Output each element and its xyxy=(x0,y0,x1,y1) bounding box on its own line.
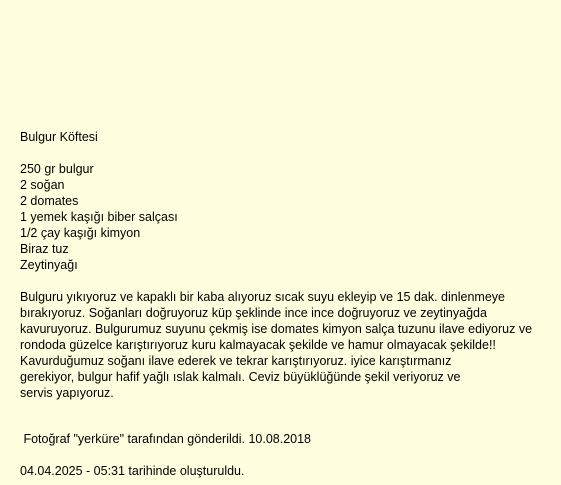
instructions-text xyxy=(20,289,532,401)
ingredient-item: Zeytinyağı xyxy=(20,258,78,272)
instruction-line: kavuruyoruz. Bulgurumuz suyunu çekmiş ise domates kimyon salça tuzunu ilave ediyoruz ve xyxy=(20,322,533,336)
ingredient-item: 2 domates xyxy=(20,194,79,208)
instruction-line: rondoda güzelce karıştırıyoruz kuru kalmayacak şekilde ve hamur olmayacak şekilde!! xyxy=(20,338,496,352)
ingredient-item: 2 soğan xyxy=(20,178,65,192)
recipe-title: Bulgur Köftesi xyxy=(20,130,98,144)
instruction-line: servis yapıyoruz. xyxy=(20,386,114,400)
ingredient-item: 250 gr bulgur xyxy=(20,162,94,176)
photo-credit: Fotoğraf "yerküre" tarafından gönderildi. 10.08.2018 xyxy=(20,432,312,446)
ingredient-item: Biraz tuz xyxy=(20,242,69,256)
instruction-line: Kavurduğumuz soğanı ilave ederek ve tekrar karıştırıyoruz. iyice karıştırmanız xyxy=(20,354,452,368)
instruction-line: bırakıyoruz. Soğanları doğruyoruz küp şeklinde ince ince doğruyoruz ve zeytinyağda xyxy=(20,306,487,320)
instruction-line: Bulguru yıkıyoruz ve kapaklı bir kaba alıyoruz sıcak suyu ekleyip ve 15 dak. dinlenmeye xyxy=(20,290,505,304)
ingredient-list xyxy=(20,161,178,273)
created-timestamp: 04.04.2025 - 05:31 tarihinde oluşturuldu. xyxy=(20,464,245,478)
instruction-line: gerekiyor, bulgur hafif yağlı ıslak kalmalı. Ceviz büyüklüğünde şekil veriyoruz ve xyxy=(20,370,461,384)
ingredient-item: 1 yemek kaşığı biber salçası xyxy=(20,210,178,224)
ingredient-item: 1/2 çay kaşığı kimyon xyxy=(20,226,141,240)
